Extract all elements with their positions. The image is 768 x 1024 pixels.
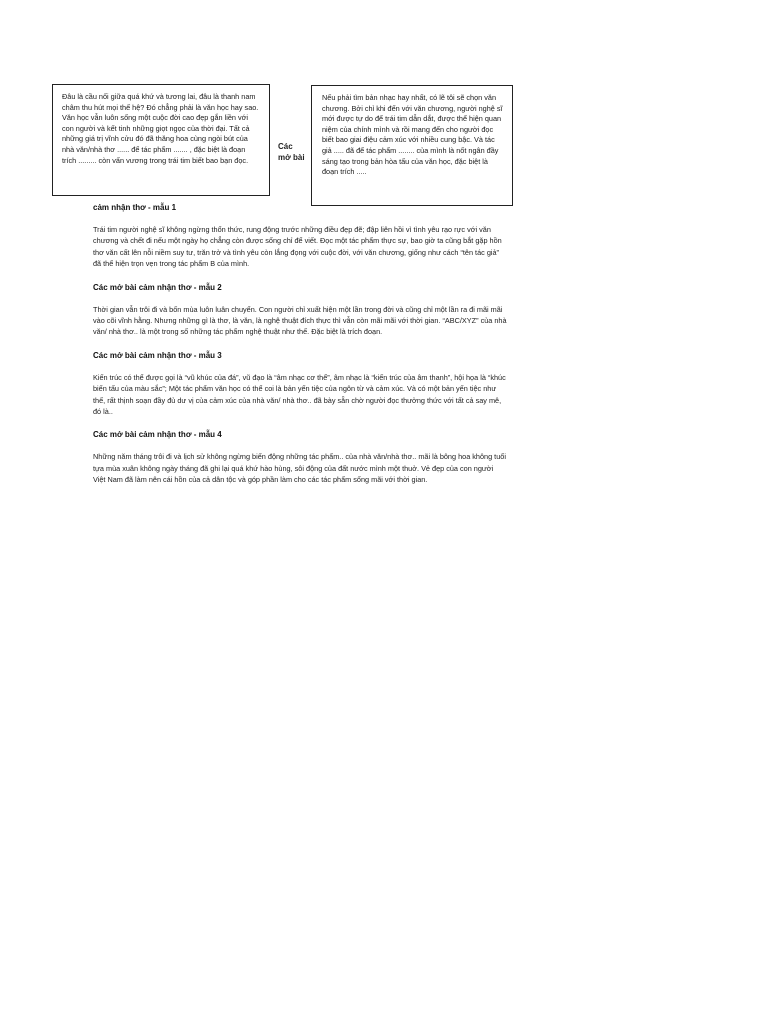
section-heading-3: Các mở bài cảm nhận thơ - mẫu 3 — [93, 350, 222, 360]
section-heading-1: cảm nhận thơ - mẫu 1 — [93, 203, 177, 212]
section-heading-2: Các mở bài cảm nhận thơ - mẫu 2 — [93, 282, 222, 292]
intro-box-right — [311, 85, 513, 206]
intro-box-right-text: Nếu phải tìm bản nhạc hay nhất, có lẽ tôi sẽ chọn văn chương. Bởi chỉ khi đến với văn chương, người nghệ sĩ mới được tự do để trái tim dẫn dắt, được thể hiện quan niệm của chính mình và rồi mang đến cho người đọc biết bao giai điệu cảm xúc với nhiều cung bậc. Và tác giả ..... đã để tác phẩm ........ của mình là nốt ngân đầy sáng tạo trong bản hòa tấu của văn học, đặc biệt là đoạn trích ..... — [322, 93, 503, 177]
center-label: Các mở bài — [278, 142, 305, 162]
section-heading-4: Các mở bài cảm nhận thơ - mẫu 4 — [93, 430, 222, 440]
intro-box-left — [52, 84, 270, 196]
section-paragraph-3: Kiến trúc có thể được gọi là “vũ khúc của đá”, vũ đạo là “âm nhạc cơ thể”, âm nhạc là “kiến trúc của âm thanh”, hội họa là “khúc biến tấu của màu sắc”; Một tác phẩm văn học có thể coi là bản yến tiệc của ngôn từ và cảm xúc. Và có một bản yến tiệc như thế, rất thịnh soạn đầy đủ dư vị của cảm xúc của nhà văn/ nhà thơ.. đã bày sẵn chờ người đọc thưởng thức với tất cả say mê, đó là.. — [93, 372, 506, 417]
document-body — [93, 202, 507, 498]
section-paragraph-1: Trái tim người nghệ sĩ không ngừng thổn thức, rung động trước những điều đẹp đẽ; đập liên hồi vì tình yêu rạo rực với văn chương và chết đi nếu một ngày họ chẳng còn được sống chỉ để viết. Đọc một tác phẩm thực sự, bao giờ ta cũng bắt gặp hồn thơ văn cất lên nỗi niềm suy tư, trăn trở và tình yêu còn lắng đọng với cuộc đời, với văn chương, giống như cách “tên tác giả” đã thể hiện trọn vẹn trong tác phẩm B của mình. — [93, 225, 502, 269]
section-paragraph-2: Thời gian vẫn trôi đi và bốn mùa luôn luân chuyển. Con người chỉ xuất hiện một lần trong đời và cũng chỉ một lần ra đi mãi mãi vào cõi vĩnh hằng. Nhưng những gì là thơ, là văn, là nghệ thuật đích thực thì vẫn còn mãi mãi với thời gian. “ABC/XYZ” của nhà văn/ nhà thơ.. là một trong số những tác phẩm nghệ thuật như thế. Đặc biệt là trích đoạn. — [93, 304, 507, 337]
section-paragraph-4: Những năm tháng trôi đi và lịch sử không ngừng biến động những tác phẩm.. của nhà văn/nhà thơ.. mãi là bông hoa không tuổi tựa mùa xuân không ngày tháng đã ghi lại quá khứ hào hùng, sôi động của đất nước mình một thuở. Vẻ đẹp của con người Việt Nam đã làm nên cái hồn của cả dân tộc và góp phần làm cho các tác phẩm sống mãi với thời gian. — [93, 452, 506, 485]
intro-box-left-text: Đâu là cầu nối giữa quá khứ và tương lai, đâu là thanh nam châm thu hút mọi thế hệ? Đó chẳng phải là văn học hay sao. Văn học vẫn luôn sống một cuộc đời cao đẹp gắn liền với con người và kết tinh những giọt ngọc của thời đại. Tất cả những giá trị vĩnh cửu đó đã thăng hoa cùng ngòi bút của nhà văn/nhà thơ ...... để tác phẩm ....... , đặc biệt là đoạn trích ......... còn vấn vương trong trái tim biết bao bạn đọc. — [62, 92, 259, 165]
